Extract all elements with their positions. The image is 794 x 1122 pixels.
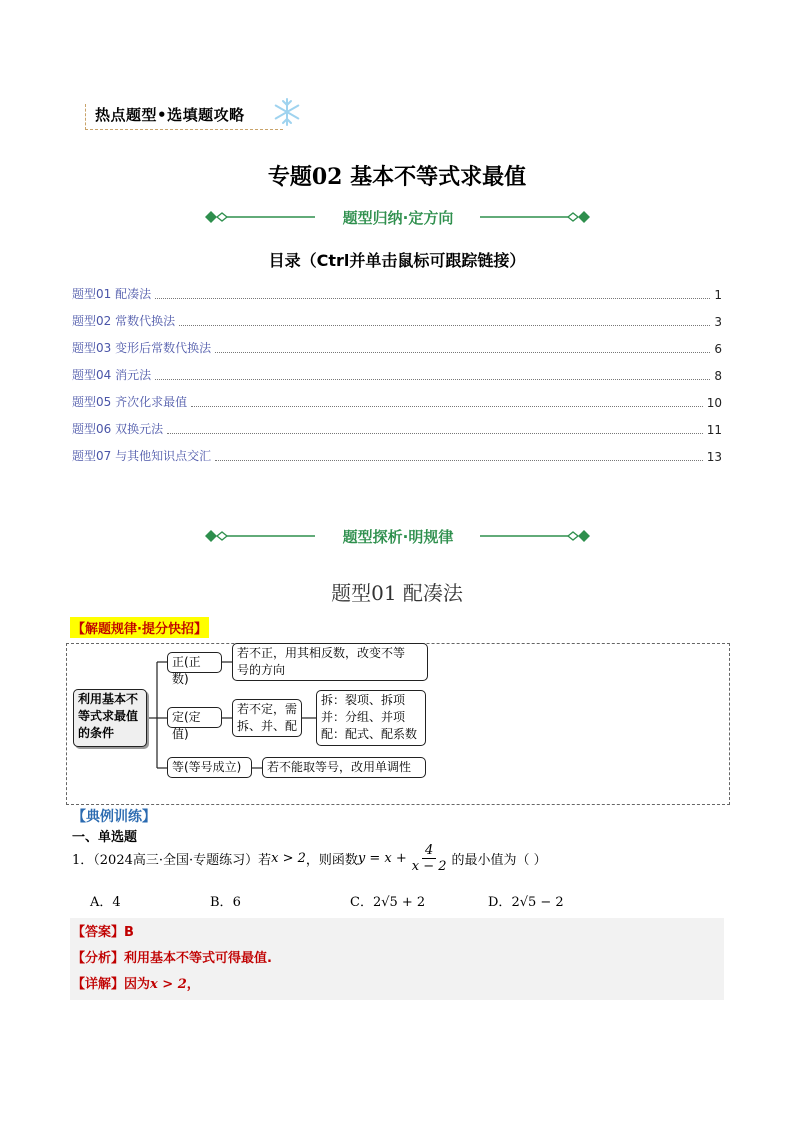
branch-constant: 定(定值) bbox=[167, 707, 222, 728]
toc-leader-dots bbox=[179, 325, 710, 326]
branch-equality: 等(等号成立) bbox=[167, 757, 252, 778]
fraction bbox=[409, 843, 450, 874]
toc-item-label[interactable]: 题型06 双换元法 bbox=[72, 422, 164, 436]
toc-item-page: 10 bbox=[706, 396, 722, 410]
toc-item-1[interactable] bbox=[72, 284, 722, 302]
toc-item-label[interactable]: 题型05 齐次化求最值 bbox=[72, 395, 188, 409]
detail-line bbox=[72, 973, 200, 992]
root-line-3: 的条件 bbox=[78, 726, 115, 740]
branch-equality-note: 若不能取等号，改用单调性 bbox=[262, 757, 426, 778]
note-line-2: 号的方向 bbox=[237, 663, 286, 677]
toc-item-label[interactable]: 题型02 常数代换法 bbox=[72, 314, 176, 328]
detail-line-2: 并：分组、并项 bbox=[321, 710, 406, 724]
option-letter: A． bbox=[90, 895, 113, 910]
section-heading: 一、单选题 bbox=[72, 830, 138, 845]
detail-line-1: 拆：裂项、拆项 bbox=[321, 693, 406, 707]
question-suffix: 的最小值为（ ） bbox=[451, 853, 547, 868]
question-middle: ，则函数 bbox=[305, 853, 358, 868]
fraction-denominator: x − 2 bbox=[411, 859, 447, 874]
option-d[interactable] bbox=[488, 891, 564, 910]
header-divider-horizontal bbox=[85, 129, 283, 130]
option-b[interactable] bbox=[210, 891, 241, 910]
option-value: 4 bbox=[112, 895, 121, 910]
section-title: 题型01 配凑法 bbox=[331, 581, 463, 605]
banner-label-top: 题型归纳·定方向 bbox=[342, 209, 454, 227]
option-letter: C． bbox=[350, 895, 373, 910]
fraction-numerator: 4 bbox=[422, 843, 436, 859]
toc-title: 目录（Ctrl并单击鼠标可跟踪链接） bbox=[268, 251, 526, 270]
toc-item-label[interactable]: 题型04 消元法 bbox=[72, 368, 152, 382]
option-value: 6 bbox=[232, 895, 241, 910]
option-c[interactable] bbox=[350, 891, 425, 910]
branch-positive: 正(正数) bbox=[167, 652, 222, 673]
question-1 bbox=[72, 843, 547, 874]
toc-leader-dots bbox=[191, 406, 703, 407]
toc-leader-dots bbox=[215, 352, 710, 353]
function-lhs: y = x + bbox=[357, 851, 407, 866]
question-prefix: 1．（2024高三·全国·专题练习）若 bbox=[72, 853, 272, 868]
analysis-label: 【分析】 bbox=[72, 951, 125, 966]
branch-constant-detail bbox=[316, 690, 426, 746]
note-line-2: 拆、并、配 bbox=[237, 719, 298, 733]
root-line-2: 等式求最值 bbox=[78, 709, 139, 723]
series-title: 热点题型•选填题攻略 bbox=[95, 106, 245, 124]
toc-item-page: 13 bbox=[706, 450, 722, 464]
analysis-value: 利用基本不等式可得最值. bbox=[124, 951, 272, 966]
root-line-1: 利用基本不 bbox=[78, 692, 139, 706]
toc-item-label[interactable]: 题型03 变形后常数代换法 bbox=[72, 341, 212, 355]
answer-label: 【答案】 bbox=[72, 925, 125, 940]
toc-leader-dots bbox=[215, 460, 703, 461]
toc-leader-dots bbox=[155, 298, 710, 299]
option-value: 2√5 − 2 bbox=[511, 895, 564, 910]
detail-value: 因为 bbox=[124, 977, 151, 992]
option-letter: B． bbox=[210, 895, 233, 910]
toc-item-2[interactable] bbox=[72, 311, 722, 329]
detail-line-3: 配：配式、配系数 bbox=[321, 727, 418, 741]
branch-positive-note bbox=[232, 643, 428, 681]
option-a[interactable] bbox=[90, 891, 121, 910]
toc-item-page: 1 bbox=[714, 288, 722, 302]
toc-item-4[interactable] bbox=[72, 365, 722, 383]
toc-leader-dots bbox=[155, 379, 710, 380]
toc-item-label[interactable]: 题型01 配凑法 bbox=[72, 287, 152, 301]
header-divider-vertical bbox=[85, 104, 86, 130]
detail-tail: ， bbox=[186, 977, 200, 992]
toc-item-label[interactable]: 题型07 与其他知识点交汇 bbox=[72, 449, 212, 463]
answer-line bbox=[72, 921, 134, 940]
toc-item-page: 6 bbox=[714, 342, 722, 356]
note-line-1: 若不正，用其相反数，改变不等 bbox=[237, 646, 406, 660]
note-line-1: 若不定，需 bbox=[237, 702, 298, 716]
toc-item-page: 8 bbox=[714, 369, 722, 383]
banner-label-mid: 题型探析·明规律 bbox=[342, 528, 454, 546]
option-value: 2√5 + 2 bbox=[372, 895, 426, 910]
question-condition: x > 2 bbox=[271, 851, 306, 866]
toc-item-7[interactable] bbox=[72, 446, 722, 464]
detail-label: 【详解】 bbox=[72, 977, 125, 992]
branch-constant-note bbox=[232, 699, 302, 737]
document-title: 专题02 基本不等式求最值 bbox=[267, 164, 527, 190]
toc-item-page: 11 bbox=[706, 423, 722, 437]
example-label: 【典例训练】 bbox=[72, 809, 156, 825]
rule-label: 【解题规律·提分快招】 bbox=[70, 617, 209, 638]
snowflake-icon bbox=[272, 97, 302, 127]
answer-value: B bbox=[124, 925, 134, 940]
toc-item-3[interactable] bbox=[72, 338, 722, 356]
toc-item-page: 3 bbox=[714, 315, 722, 329]
detail-expr: x > 2 bbox=[150, 977, 187, 992]
toc-leader-dots bbox=[167, 433, 703, 434]
analysis-line bbox=[72, 947, 272, 966]
toc-item-5[interactable] bbox=[72, 392, 722, 410]
option-letter: D． bbox=[488, 895, 512, 910]
toc-item-6[interactable] bbox=[72, 419, 722, 437]
diagram-root-node bbox=[73, 689, 147, 747]
